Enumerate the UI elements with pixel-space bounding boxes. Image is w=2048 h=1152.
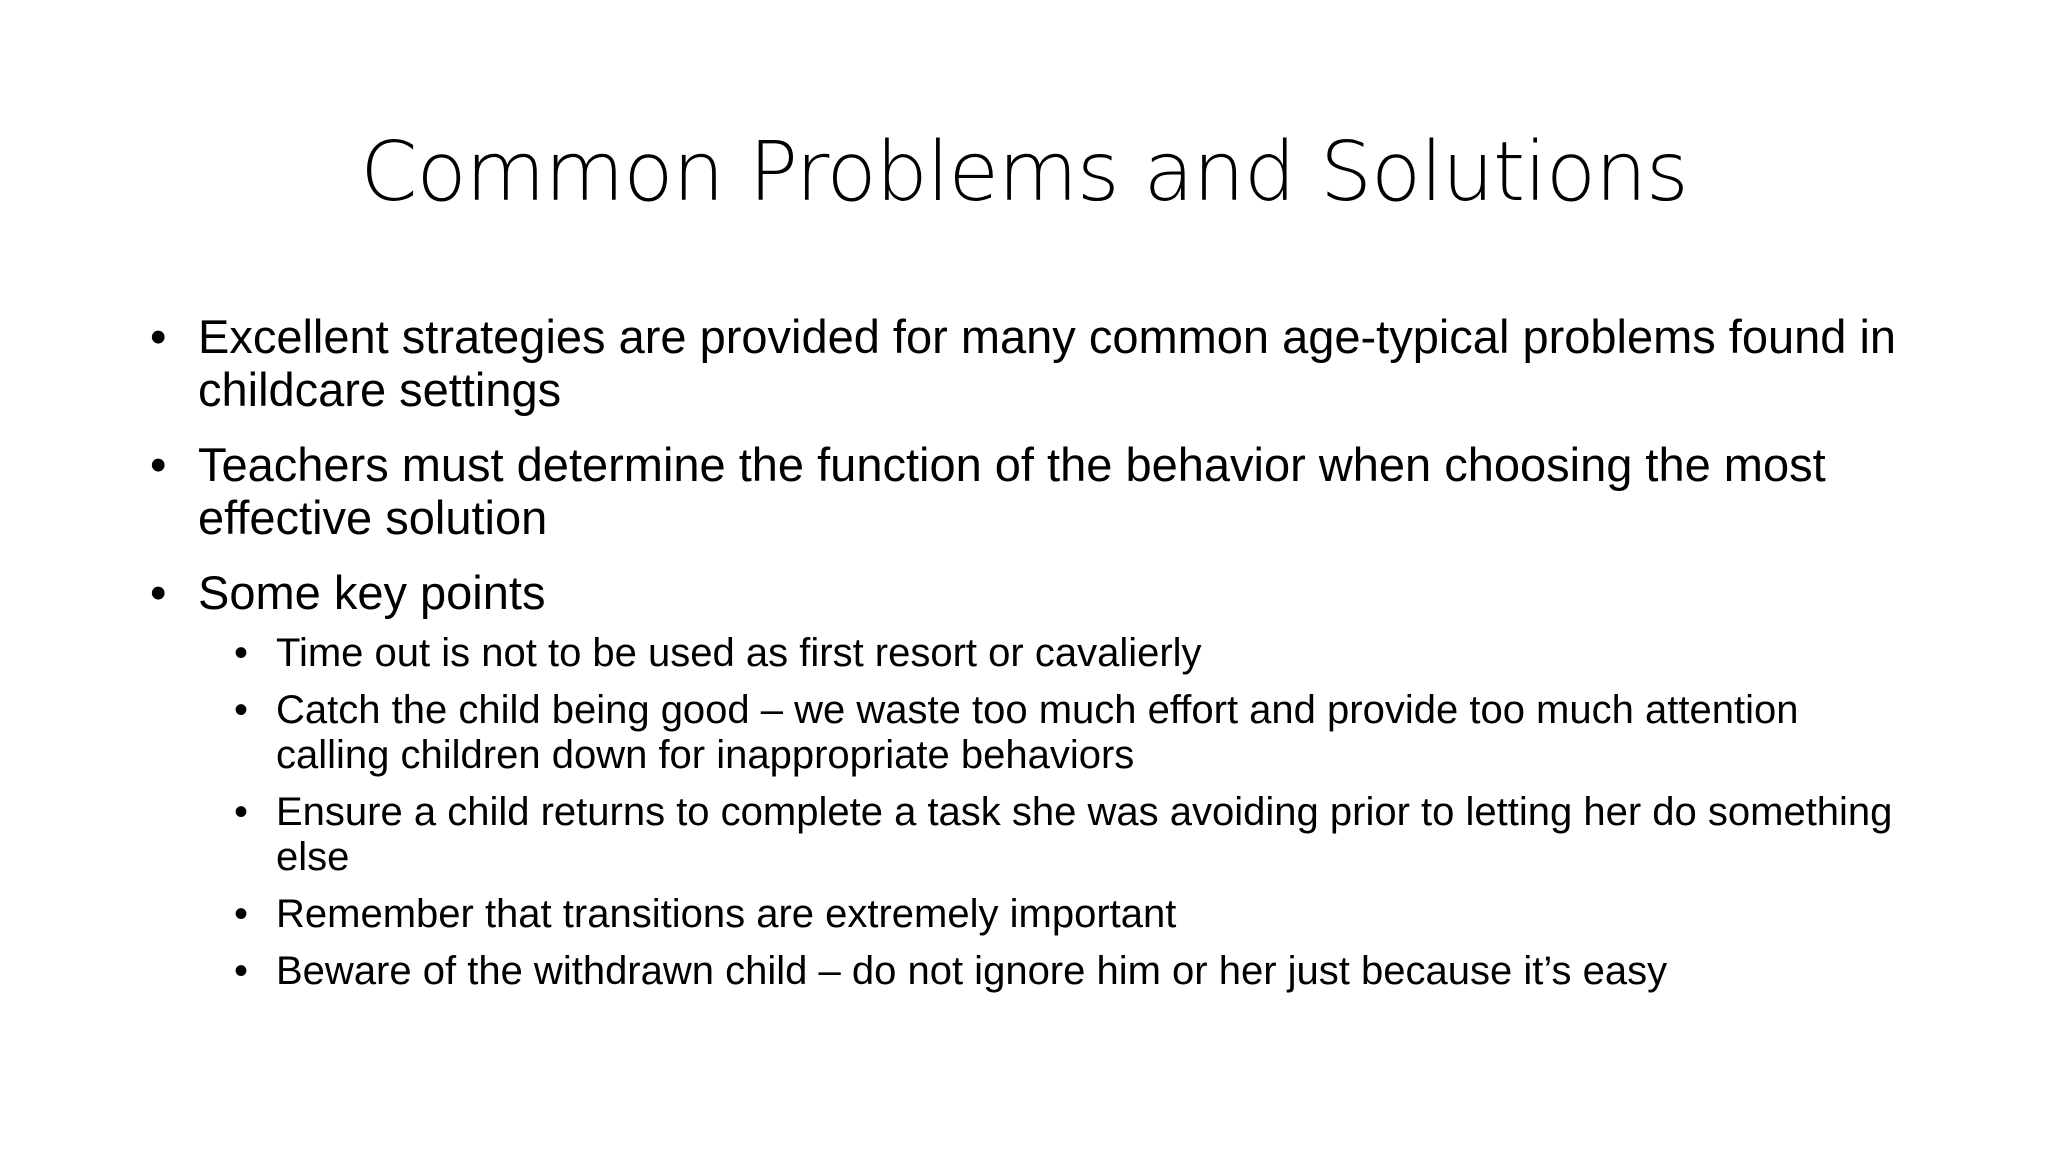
sub-bullet-text: Catch the child being good – we waste too much effort and provide too much attention calling children down for inappropriate behaviors [276, 688, 1799, 777]
sub-bullet-icon: • [234, 688, 249, 732]
bullet-item [150, 310, 1910, 416]
bullet-icon: • [150, 438, 167, 491]
sub-bullet-item [150, 790, 1910, 880]
sub-bullet-icon: • [234, 790, 249, 834]
sub-bullet-text: Time out is not to be used as first resort or cavalierly [276, 631, 1202, 675]
sub-bullet-list [150, 631, 1910, 994]
sub-bullet-item [150, 631, 1910, 676]
sub-bullet-item [150, 688, 1910, 778]
sub-bullet-text: Beware of the withdrawn child – do not ignore him or her just because it’s easy [276, 949, 1668, 993]
sub-bullet-item [150, 949, 1910, 994]
bullet-item [150, 566, 1910, 619]
bullet-icon: • [150, 310, 167, 363]
slide-body [150, 310, 1910, 1006]
bullet-item [150, 438, 1910, 544]
sub-bullet-text: Ensure a child returns to complete a task she was avoiding prior to letting her do something else [276, 790, 1893, 879]
sub-bullet-icon: • [234, 892, 249, 936]
sub-bullet-icon: • [234, 949, 249, 993]
sub-bullet-text: Remember that transitions are extremely important [276, 892, 1177, 936]
slide-title: Common Problems and Solutions [360, 125, 1688, 220]
bullet-text: Some key points [198, 566, 546, 619]
bullet-text: Teachers must determine the function of the behavior when choosing the most effective solution [198, 438, 1826, 544]
bullet-list [150, 310, 1910, 619]
sub-bullet-icon: • [234, 631, 249, 675]
bullet-text: Excellent strategies are provided for many common age-typical problems found in childcare settings [198, 310, 1897, 416]
bullet-icon: • [150, 566, 167, 619]
sub-bullet-item [150, 892, 1910, 937]
